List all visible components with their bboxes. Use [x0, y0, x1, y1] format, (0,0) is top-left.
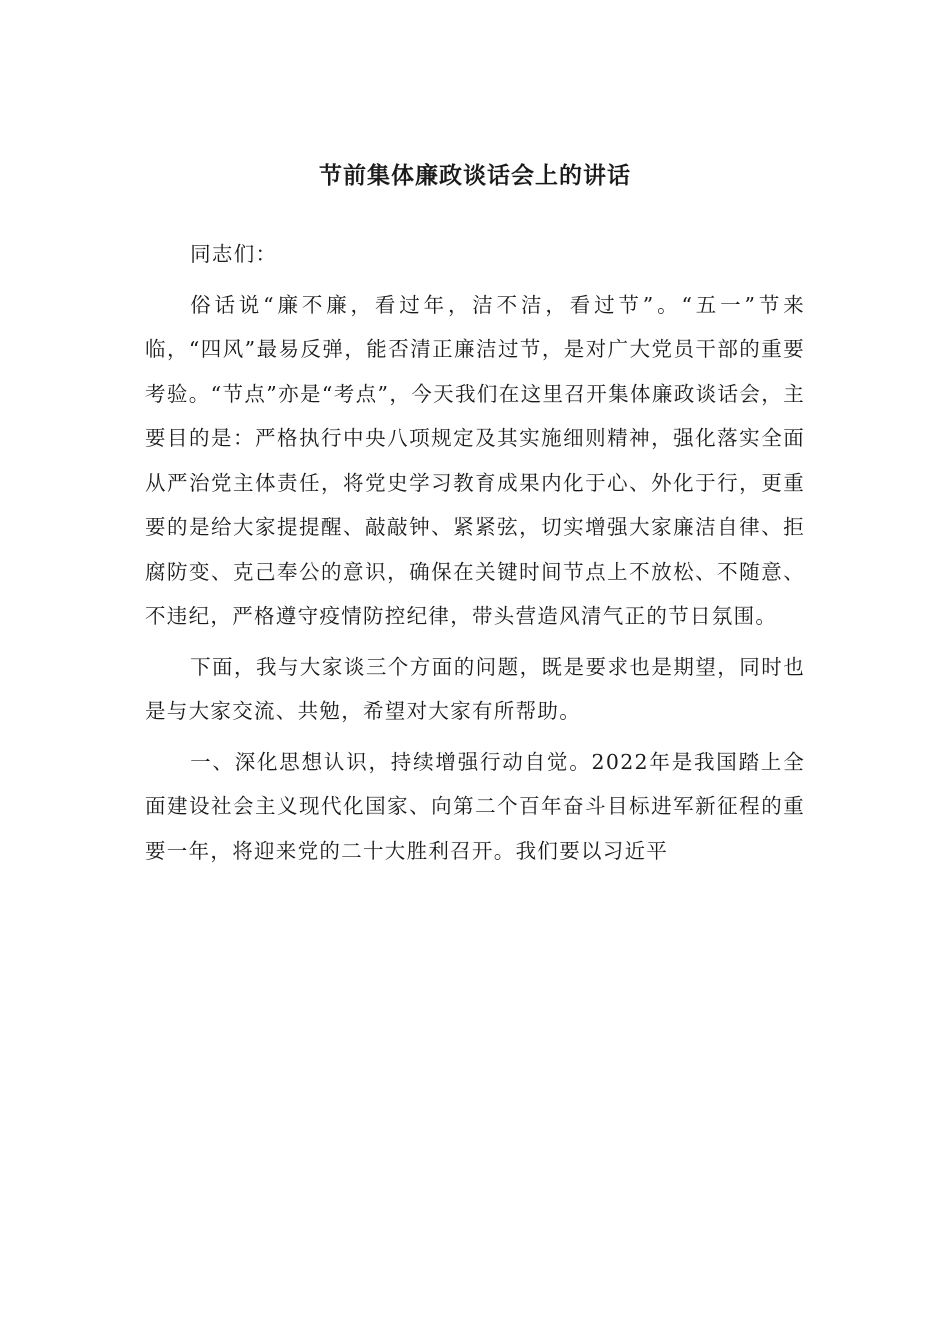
- paragraph-2: 下面，我与大家谈三个方面的问题，既是要求也是期望，同时也是与大家交流、共勉，希望对大家有所帮助。: [145, 654, 805, 723]
- paragraph-3: 一、深化思想认识，持续增强行动自觉。2022年是我国踏上全面建设社会主义现代化国家、向第二个百年奋斗目标进军新征程的重要一年，将迎来党的二十大胜利召开。我们要以习近平: [145, 749, 805, 863]
- document-title: 节前集体廉政谈话会上的讲话: [319, 162, 631, 189]
- document-body: [145, 232, 805, 879]
- salutation: 同志们：: [190, 242, 278, 266]
- paragraph-1: 俗话说“廉不廉，看过年，洁不洁，看过节”。“五一”节来临，“四风”最易反弹，能否清正廉洁过节，是对广大党员干部的重要考验。“节点”亦是“考点”，今天我们在这里召开集体廉政谈话会，主要目的是：严格执行中央八项规定及其实施细则精神，强化落实全面从严治党主体责任，将党史学习教育成果内化于心、外化于行，更重要的是给大家提提醒、敲敲钟、紧紧弦，切实增强大家廉洁自律、拒腐防变、克己奉公的意识，确保在关键时间节点上不放松、不随意、不违纪，严格遵守疫情防控纪律，带头营造风清气正的节日氛围。: [145, 292, 805, 628]
